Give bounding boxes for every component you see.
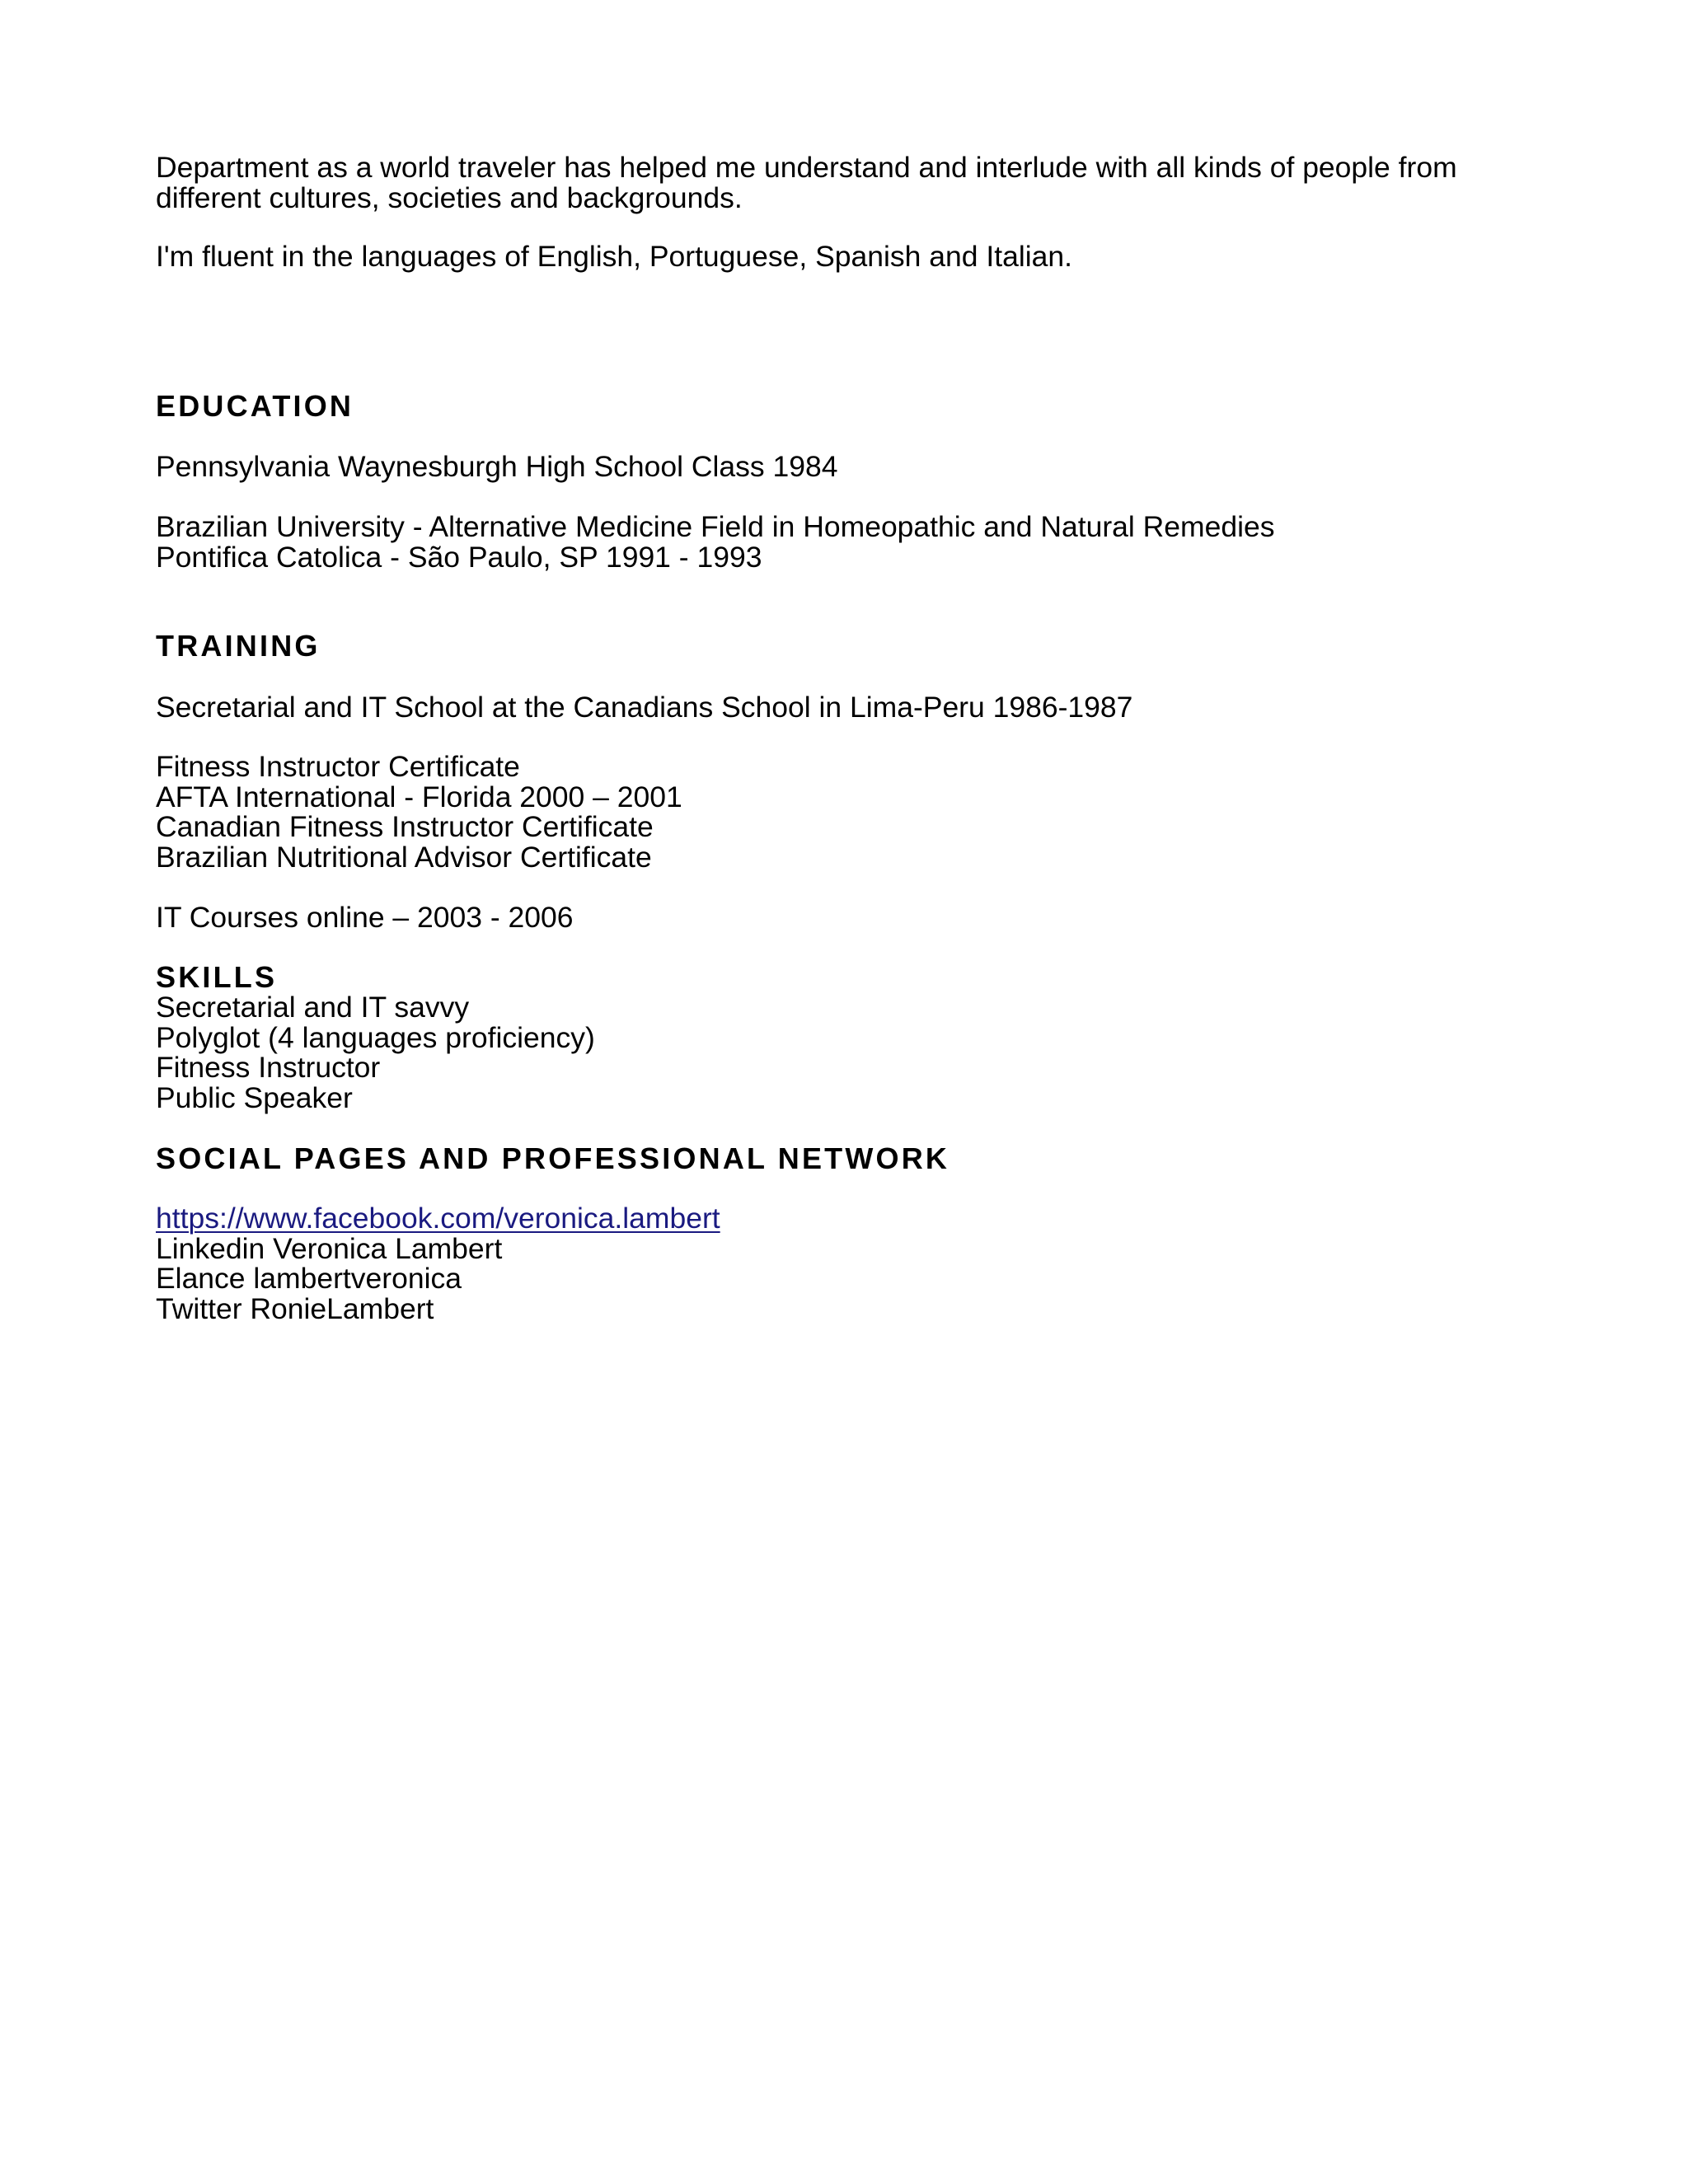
training-secretarial — [156, 692, 1557, 723]
skill-item: Secretarial and IT savvy — [156, 991, 470, 1024]
social-item: Twitter RonieLambert — [156, 1291, 434, 1325]
training-entry: Fitness Instructor Certificate — [156, 750, 520, 783]
social-list — [156, 1203, 1557, 1324]
training-it-courses — [156, 902, 1557, 933]
skills-list — [156, 992, 1557, 1113]
training-entry: Secretarial and IT School at the Canadians School in Lima-Peru 1986-1987 — [156, 691, 1133, 724]
training-heading: TRAINING — [156, 629, 321, 663]
training-entry: Brazilian Nutritional Advisor Certificate — [156, 840, 652, 874]
intro-paragraph — [156, 152, 1557, 213]
training-entry: AFTA International - Florida 2000 – 2001 — [156, 780, 682, 813]
training-entry: IT Courses online – 2003 - 2006 — [156, 901, 574, 934]
languages-paragraph — [156, 241, 1557, 272]
social-item: Linkedin Veronica Lambert — [156, 1231, 503, 1265]
skill-item: Public Speaker — [156, 1080, 353, 1114]
education-heading: EDUCATION — [156, 389, 354, 423]
skills-heading: SKILLS — [156, 960, 278, 994]
training-entry: Canadian Fitness Instructor Certificate — [156, 810, 654, 843]
skill-item: Fitness Instructor — [156, 1051, 381, 1084]
intro-line: Department as a world traveler has helped me understand and interlude with all kinds of people from — [156, 151, 1457, 184]
skill-item: Polyglot (4 languages proficiency) — [156, 1020, 595, 1054]
facebook-link-row — [156, 1203, 1557, 1234]
education-university — [156, 512, 1557, 572]
facebook-link[interactable]: https://www.facebook.com/veronica.lambert — [156, 1202, 720, 1235]
education-entry: Brazilian University - Alternative Medicine Field in Homeopathic and Natural Remedies — [156, 510, 1275, 543]
intro-line: different cultures, societies and backgrounds. — [156, 180, 743, 214]
training-fitness — [156, 752, 1557, 872]
social-heading: SOCIAL PAGES AND PROFESSIONAL NETWORK — [156, 1141, 950, 1175]
social-item: Elance lambertveronica — [156, 1262, 462, 1295]
education-entry: Pontifica Catolica - São Paulo, SP 1991 - 1993 — [156, 540, 762, 574]
education-high-school — [156, 452, 1557, 482]
languages-text: I'm fluent in the languages of English, Portuguese, Spanish and Italian. — [156, 240, 1072, 273]
education-entry: Pennsylvania Waynesburgh High School Class 1984 — [156, 450, 838, 483]
